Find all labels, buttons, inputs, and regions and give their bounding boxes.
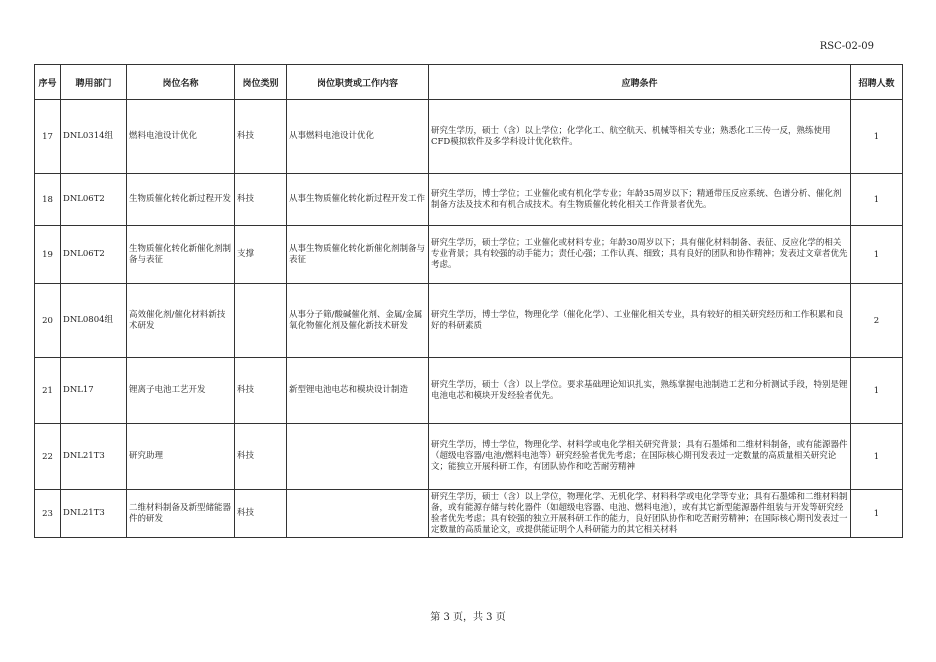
row-dept: DNL0314组 <box>61 100 127 174</box>
row-dept: DNL06T2 <box>61 174 127 226</box>
row-dept: DNL17 <box>61 358 127 424</box>
row-count: 1 <box>851 100 903 174</box>
row-category: 科技 <box>235 358 287 424</box>
table-row <box>35 174 903 226</box>
row-title: 锂离子电池工艺开发 <box>127 358 235 424</box>
page-number: 第 3 页，共 3 页 <box>430 612 506 623</box>
row-category: 支撑 <box>235 226 287 284</box>
row-title: 研究助理 <box>127 424 235 490</box>
row-count: 2 <box>851 284 903 358</box>
row-category: 科技 <box>235 174 287 226</box>
row-count: 1 <box>851 424 903 490</box>
row-no: 17 <box>35 100 61 174</box>
row-dept: DNL0804组 <box>61 284 127 358</box>
table-row <box>35 424 903 490</box>
row-no: 20 <box>35 284 61 358</box>
header-count: 招聘人数 <box>851 65 903 100</box>
header-title: 岗位名称 <box>127 65 235 100</box>
row-duty: 从事燃料电池设计优化 <box>287 100 429 174</box>
row-duty: 从事生物质催化转化新催化剂制备与表征 <box>287 226 429 284</box>
row-requirements <box>429 490 851 538</box>
table-row <box>35 100 903 174</box>
table-header-row <box>35 65 903 100</box>
row-count: 1 <box>851 490 903 538</box>
row-dept: DNL06T2 <box>61 226 127 284</box>
row-requirements: 研究生学历，硕士（含）以上学位。要求基础理论知识扎实，熟练掌握电池制造工艺和分析测试手段，特别是锂电池电芯和模块开发经验者优先。 <box>429 358 851 424</box>
row-no: 19 <box>35 226 61 284</box>
row-category: 科技 <box>235 424 287 490</box>
row-category: 科技 <box>235 100 287 174</box>
document-code: RSC-02-09 <box>819 41 874 52</box>
header-dept: 聘用部门 <box>61 65 127 100</box>
row-count: 1 <box>851 226 903 284</box>
row-title: 燃料电池设计优化 <box>127 100 235 174</box>
row-count: 1 <box>851 358 903 424</box>
header-no: 序号 <box>35 65 61 100</box>
row-duty: 从事分子筛/酸碱催化剂、金属/金属氧化物催化剂及催化新技术研发 <box>287 284 429 358</box>
row-requirements: 研究生学历，博士学位，物理化学、材料学或电化学相关研究背景；具有石墨烯和二维材料制备，或有能源器件（超级电容器/电池/燃料电池等）研究经验者优先考虑；在国际核心期刊发表过一定数量的高质量相关研究论文；能独立开展科研工作，有团队协作和吃苦耐劳精神 <box>429 424 851 490</box>
row-title: 二维材料制备及新型储能器件的研发 <box>127 490 235 538</box>
row-requirements: 研究生学历，硕士（含）以上学位；化学化工、航空航天、机械等相关专业；熟悉化工三传一反，熟练使用CFD模拟软件及多学科设计优化软件。 <box>429 100 851 174</box>
row-category: 科技 <box>235 490 287 538</box>
row-title: 生物质催化转化新过程开发 <box>127 174 235 226</box>
table-row <box>35 284 903 358</box>
row-no: 23 <box>35 490 61 538</box>
table-row <box>35 226 903 284</box>
header-duty: 岗位职责或工作内容 <box>287 65 429 100</box>
table-row <box>35 490 903 538</box>
row-no: 21 <box>35 358 61 424</box>
row-no: 22 <box>35 424 61 490</box>
row-requirements: 研究生学历，硕士学位；工业催化或材料专业；年龄30周岁以下；具有催化材料制备、表征、反应化学的相关专业背景；具有较强的动手能力；责任心强；工作认真、细致；具有良好的团队和协作精神；发表过文章者优先考虑。 <box>429 226 851 284</box>
row-no: 18 <box>35 174 61 226</box>
row-title: 生物质催化转化新催化剂制备与表征 <box>127 226 235 284</box>
recruitment-table <box>34 64 903 538</box>
header-category: 岗位类别 <box>235 65 287 100</box>
requirements-text: 研究生学历，硕士（含）以上学位，物理化学、无机化学、材料科学或电化学等专业；具有石墨烯和二维材料制备，或有能源存储与转化器件（如超级电容器、电池、燃料电池），或有其它新型能源器件组装与开发等研究经验者优先考虑；具有较强的独立开展科研工作的能力，良好团队协作和吃苦耐劳精神；在国际核心期刊发表过一定数量的高质量论文，或提供能证明个人科研能力的其它相关材料 <box>431 491 848 535</box>
table-row <box>35 358 903 424</box>
row-category <box>235 284 287 358</box>
row-duty <box>287 424 429 490</box>
row-title: 高效催化剂/催化材料新技术研发 <box>127 284 235 358</box>
row-dept: DNL21T3 <box>61 424 127 490</box>
row-duty <box>287 490 429 538</box>
row-requirements: 研究生学历，博士学位，物理化学（催化化学）、工业催化相关专业，具有较好的相关研究经历和工作积累和良好的科研素质 <box>429 284 851 358</box>
row-dept: DNL21T3 <box>61 490 127 538</box>
header-requirements: 应聘条件 <box>429 65 851 100</box>
row-duty: 从事生物质催化转化新过程开发工作 <box>287 174 429 226</box>
row-requirements: 研究生学历，博士学位；工业催化或有机化学专业；年龄35周岁以下；精通带压反应系统、色谱分析、催化剂制备方法及技术和有机合成技术。有生物质催化转化相关工作背景者优先。 <box>429 174 851 226</box>
row-count: 1 <box>851 174 903 226</box>
row-duty: 新型锂电池电芯和模块设计制造 <box>287 358 429 424</box>
